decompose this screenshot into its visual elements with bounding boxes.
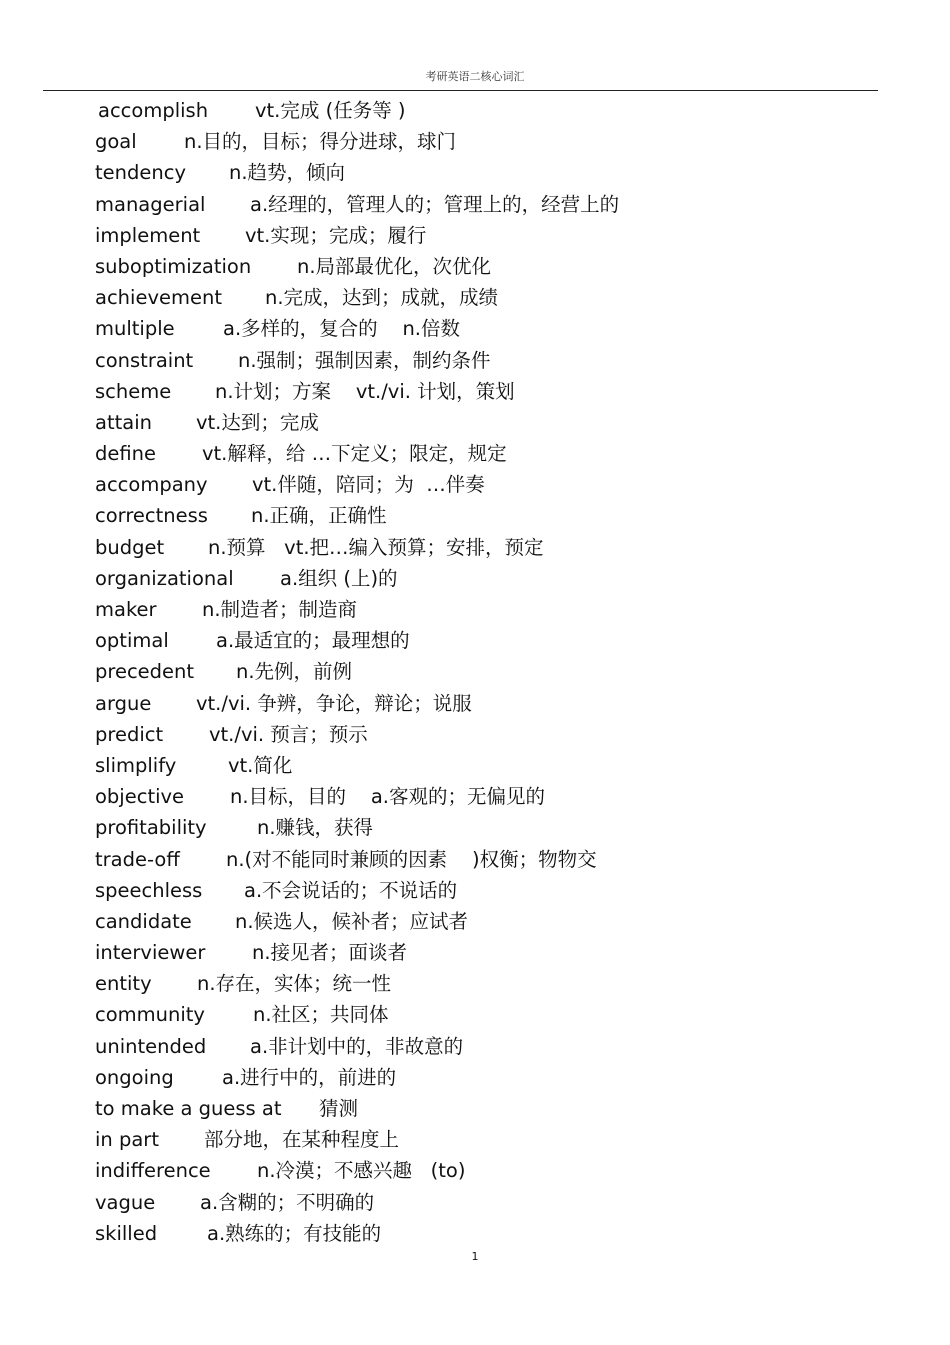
vocab-entry	[95, 688, 895, 719]
vocab-entry	[95, 438, 895, 469]
vocab-word: indifference	[95, 1159, 211, 1183]
vocab-word: in part	[95, 1128, 159, 1152]
vocab-definition: n.存在，实体；统一性	[197, 972, 392, 996]
vocab-definition: vt.完成 (任务等 )	[255, 99, 406, 122]
vocab-word: attain	[95, 410, 152, 434]
vocab-word: organizational	[95, 566, 234, 590]
vocab-entry	[95, 968, 895, 999]
vocab-definition: n.冷漠；不感兴趣 (to)	[257, 1159, 466, 1183]
vocab-entry	[95, 999, 895, 1030]
vocab-entry	[95, 656, 895, 687]
vocab-word: precedent	[95, 660, 195, 684]
vocab-definition: vt.伴随，陪同；为 …伴奏	[252, 473, 485, 497]
header-divider	[43, 90, 878, 91]
vocab-definition: a.不会说话的；不说话的	[244, 878, 458, 902]
vocab-word: goal	[95, 130, 137, 154]
vocab-entry	[95, 532, 895, 563]
vocab-word: accompany	[95, 473, 208, 497]
vocab-word: argue	[95, 691, 152, 715]
vocab-definition: n.计划；方案 vt./vi. 计划，策划	[215, 379, 515, 403]
vocab-word: unintended	[95, 1034, 207, 1058]
vocab-definition: n.社区；共同体	[253, 1003, 389, 1027]
vocab-word: profitability	[95, 816, 207, 840]
vocab-entry	[95, 376, 895, 407]
page-number: 1	[471, 1250, 479, 1263]
vocab-word: speechless	[95, 878, 203, 902]
vocab-entry	[95, 469, 895, 500]
vocab-word: ongoing	[95, 1065, 174, 1089]
vocab-word: entity	[95, 972, 152, 996]
page-header-title: 考研英语二核心词汇	[425, 70, 525, 83]
vocab-entry	[95, 1124, 895, 1155]
vocab-definition: n.强制；强制因素，制约条件	[238, 348, 491, 372]
vocab-word: correctness	[95, 504, 208, 528]
vocab-definition: 部分地，在某种程度上	[204, 1128, 400, 1152]
vocab-entry	[95, 719, 895, 750]
vocabulary-list	[95, 95, 895, 1249]
vocab-definition: n.预算 vt.把…编入预算；安排，预定	[208, 535, 544, 559]
vocab-entry	[95, 407, 895, 438]
vocab-word: community	[95, 1003, 205, 1027]
vocab-definition: n.先例，前例	[236, 660, 353, 684]
vocab-entry	[95, 251, 895, 282]
vocab-definition: vt.简化	[228, 753, 293, 777]
vocab-definition: n.候选人，候补者；应试者	[235, 909, 469, 933]
vocab-definition: a.非计划中的，非故意的	[250, 1034, 464, 1058]
vocab-word: constraint	[95, 348, 194, 372]
vocab-definition: n.局部最优化，次优化	[297, 254, 492, 278]
vocab-entry	[95, 781, 895, 812]
vocab-entry	[95, 189, 895, 220]
vocab-word: interviewer	[95, 941, 206, 965]
vocab-definition: a.进行中的，前进的	[222, 1065, 397, 1089]
vocab-word: predict	[95, 722, 164, 746]
vocab-entry	[95, 282, 895, 313]
vocab-word: implement	[95, 223, 201, 247]
vocab-word: skilled	[95, 1221, 158, 1245]
vocab-entry	[95, 750, 895, 781]
vocab-entry	[95, 625, 895, 656]
vocab-definition: vt.达到；完成	[196, 410, 319, 434]
vocab-definition: vt./vi. 争辨，争论，辩论；说服	[196, 691, 472, 715]
vocab-word: suboptimization	[95, 254, 252, 278]
vocab-entry	[95, 844, 895, 875]
vocab-entry	[95, 1187, 895, 1218]
vocab-entry	[95, 1031, 895, 1062]
vocab-word: achievement	[95, 286, 222, 310]
vocab-word: objective	[95, 785, 185, 809]
vocab-definition: vt.解释，给 …下定义；限定，规定	[202, 442, 507, 466]
vocab-word: tendency	[95, 161, 186, 185]
vocab-word: multiple	[95, 317, 175, 341]
vocab-definition: a.含糊的；不明确的	[200, 1190, 375, 1214]
vocab-entry	[95, 1062, 895, 1093]
vocab-definition: 猜测	[319, 1097, 359, 1120]
vocab-definition: a.最适宜的；最理想的	[216, 629, 410, 653]
vocab-entry	[95, 95, 895, 126]
vocab-entry	[95, 220, 895, 251]
vocab-definition: n.目标，目的 a.客观的；无偏见的	[230, 785, 545, 809]
vocab-entry	[95, 500, 895, 531]
vocab-definition: n.目的，目标；得分进球，球门	[184, 130, 457, 154]
vocab-entry	[95, 812, 895, 843]
vocab-definition: a.组织 (上)的	[280, 566, 398, 590]
vocab-entry	[95, 594, 895, 625]
vocab-definition: n.赚钱，获得	[257, 816, 374, 840]
vocab-definition: vt.实现；完成；履行	[245, 223, 427, 247]
vocab-word: define	[95, 442, 157, 466]
vocab-entry	[95, 126, 895, 157]
vocab-definition: a.多样的，复合的 n.倍数	[223, 317, 460, 341]
vocab-word: budget	[95, 535, 165, 559]
vocab-word: optimal	[95, 629, 169, 653]
vocab-entry	[95, 157, 895, 188]
vocab-definition: a.熟练的；有技能的	[207, 1221, 382, 1245]
vocab-entry	[95, 1093, 895, 1124]
vocab-definition: n.正确，正确性	[251, 504, 387, 528]
vocab-definition: vt./vi. 预言；预示	[209, 722, 368, 746]
vocab-word: vague	[95, 1190, 156, 1214]
vocab-definition: a.经理的，管理人的；管理上的，经营上的	[250, 192, 620, 216]
vocab-definition: n.完成，达到；成就，成绩	[265, 286, 499, 310]
vocab-word: to make a guess at	[95, 1097, 282, 1120]
vocab-word: accomplish	[98, 99, 209, 122]
vocab-word: managerial	[95, 192, 206, 216]
vocab-entry	[95, 1218, 895, 1249]
vocab-entry	[95, 906, 895, 937]
vocab-entry	[95, 345, 895, 376]
vocab-word: trade-off	[95, 847, 180, 871]
vocab-entry	[95, 937, 895, 968]
vocab-definition: n.接见者；面谈者	[252, 941, 408, 965]
vocab-word: maker	[95, 598, 157, 621]
vocab-definition: n.(对不能同时兼顾的因素 )权衡；物物交	[226, 847, 597, 871]
vocab-entry	[95, 1155, 895, 1186]
vocab-word: slimplify	[95, 753, 177, 777]
vocab-word: scheme	[95, 379, 172, 403]
vocab-entry	[95, 563, 895, 594]
vocab-entry	[95, 875, 895, 906]
vocab-entry	[95, 313, 895, 344]
vocab-definition: n.制造者；制造商	[202, 598, 358, 621]
vocab-word: candidate	[95, 909, 192, 933]
vocab-definition: n.趋势，倾向	[229, 161, 346, 185]
